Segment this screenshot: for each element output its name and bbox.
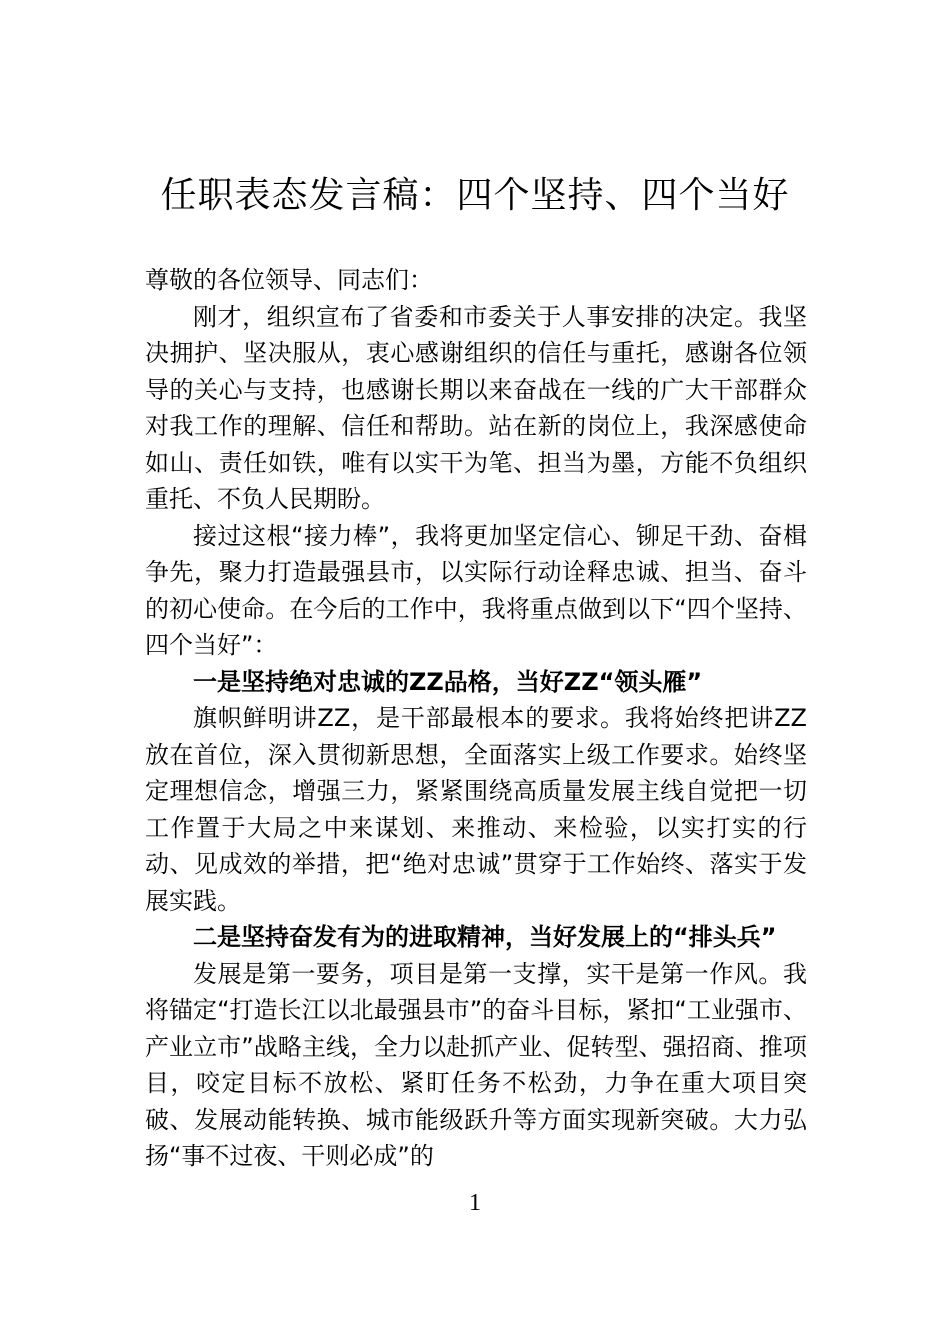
- page-title: 任职表态发言稿：四个坚持、四个当好: [160, 175, 790, 216]
- document-body: [145, 262, 807, 1175]
- commitment-paragraph: 接过这根“接力棒”，我将更加坚定信心、铆足干劲、奋楫争先，聚力打造最强县市，以实际行动诠释忠诚、担当、奋斗的初心使命。在今后的工作中，我将重点做到以下“四个坚持、四个当好”：: [145, 521, 807, 659]
- section-heading-1: 一是坚持绝对忠诚的ZZ品格，当好ZZ“领头雁”: [193, 667, 703, 696]
- page-number: 1: [469, 1190, 481, 1216]
- section-paragraph-2: 发展是第一要务，项目是第一支撑，实干是第一作风。我将锚定“打造长江以北最强县市”的奋斗目标，紧扣“工业强市、产业立市”战略主线，全力以赴抓产业、促转型、强招商、推项目，咬定目标不放松、紧盯任务不松劲，力争在重大项目突破、发展动能转换、城市能级跃升等方面实现新突破。大力弘扬“事不过夜、干则必成”的: [145, 959, 807, 1170]
- section-paragraph-1: 旗帜鲜明讲ZZ，是干部最根本的要求。我将始终把讲ZZ放在首位，深入贯彻新思想，全面落实上级工作要求。始终坚定理想信念，增强三力，紧紧围绕高质量发展主线自觉把一切工作置于大局之中来谋划、来推动、来检验，以实打实的行动、见成效的举措，把“绝对忠诚”贯穿于工作始终、落实于发展实践。: [145, 704, 807, 915]
- intro-paragraph: 刚才，组织宣布了省委和市委关于人事安排的决定。我坚决拥护、坚决服从，衷心感谢组织的信任与重托，感谢各位领导的关心与支持，也感谢长期以来奋战在一线的广大干部群众对我工作的理解、信任和帮助。站在新的岗位上，我深感使命如山、责任如铁，唯有以实干为笔、担当为墨，方能不负组织重托、不负人民期盼。: [145, 302, 807, 513]
- salutation: 尊敬的各位领导、同志们：: [145, 266, 433, 294]
- section-heading-2: 二是坚持奋发有为的进取精神，当好发展上的“排头兵”: [193, 923, 777, 951]
